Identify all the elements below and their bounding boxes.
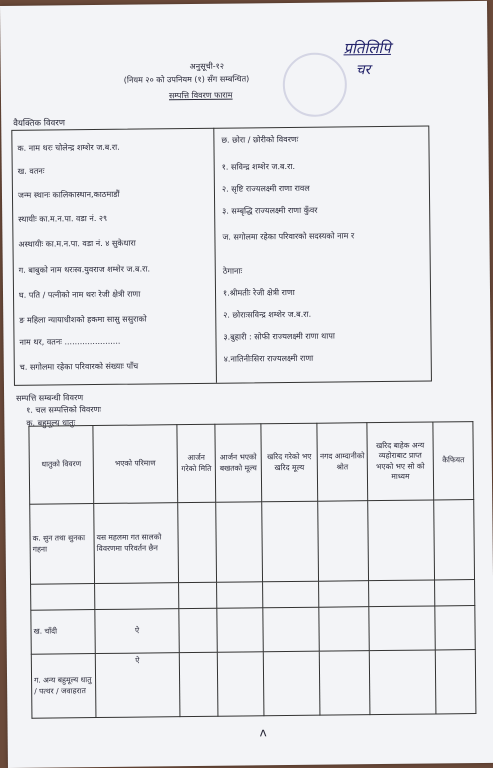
- table-row: [30, 500, 475, 585]
- child-item: १. सविन्द्र शम्शेर ज.ब.रा.: [221, 161, 296, 172]
- in-laws-field: नाम थर, वतनः ......................: [19, 336, 121, 347]
- column-header: धातुको विवरण: [29, 426, 94, 505]
- family-member-item: ३.बुहारी : सोफी राज्यलक्ष्मी राणा थापा: [223, 331, 335, 342]
- movable-property-title: १. चल सम्पत्तिको विवरणः: [26, 404, 102, 415]
- family-member-item: ४.नातिनीःसिरा राज्यलक्ष्मी राणा: [223, 353, 314, 364]
- annex-number: अनुसूची-१२: [189, 61, 225, 72]
- joint-family-label: ज. सगोलमा रहेका परिवारको सदस्यको नाम र: [222, 231, 355, 242]
- child-item: ३. सम्बृद्धि राज्यलक्ष्मी राणा कुँवर: [222, 205, 318, 216]
- official-stamp: [283, 52, 348, 117]
- column-header: आर्जन भएको बखतको मूल्य: [215, 424, 262, 502]
- column-header: आर्जन गरेको मिति: [177, 424, 216, 502]
- column-header: भएको परिमाण: [93, 425, 178, 504]
- row-item: ख. चाँदी: [31, 610, 95, 655]
- rule-reference: (नियम २० को उपनियम (१) सँग सम्बन्धित): [123, 74, 250, 85]
- handwritten-signature: चर: [355, 62, 371, 79]
- precious-metals-title: क. बहुमूल्य धातुः: [26, 418, 76, 428]
- column-header: कैफियत: [433, 422, 474, 500]
- row-quantity: ऐ: [95, 609, 179, 654]
- spouse-name-field: घ. पति / पत्नीको नाम थरः रेजी क्षेत्री राणा: [18, 289, 141, 300]
- children-label: छ. छोरा / छोरीको विवरणः: [221, 134, 299, 145]
- form-title: सम्पत्ति विवरण फाराम: [168, 90, 233, 101]
- personal-section-title: वैयक्तिक विवरण: [13, 118, 66, 129]
- family-count-field: च. सगोलमा रहेका परिवारको संख्याः पाँच: [19, 361, 139, 372]
- row-quantity: यस महलमा गत सालको विवरणमा परिवर्तन छैन: [94, 503, 179, 584]
- table-header-row: [29, 422, 474, 505]
- column-header: खरिद बाहेक अन्य व्यहोराबाट प्राप्त भएको भए सो को माध्यम: [367, 422, 434, 501]
- name-field: क. नाम थरः चोलेन्द्र शम्शेर ज.ब.रा.: [17, 142, 120, 153]
- page-mark: ᴧ: [259, 725, 267, 740]
- document-page: [0, 1, 493, 768]
- table-row: [31, 650, 476, 719]
- property-section-title: सम्पत्ति सम्बन्धी विवरण: [16, 393, 84, 403]
- permanent-address-field: स्थायीः का.म.न.पा. वडा नं. २९: [18, 213, 108, 224]
- family-member-item: १.श्रीमतीः रेजी क्षेत्री राणा: [222, 287, 295, 298]
- father-name-field: ग. बाबुको नाम थरःस्व.युवराज शम्शेर ज.ब.रा.: [18, 264, 151, 275]
- precious-metals-table: [28, 421, 476, 719]
- table-row: [31, 606, 475, 655]
- family-member-item: २. छोराःसविन्द्र शम्शेर ज.ब.रा.: [223, 309, 312, 320]
- handwritten-copy-note: प्रतिलिपि: [343, 38, 391, 58]
- row-quantity: ऐ: [95, 653, 180, 718]
- birthplace-field: जन्म स्थानः कालिकास्थान,काठमाडौं: [17, 189, 120, 200]
- child-item: २. सृष्टि राज्यलक्ष्मी राणा रावल: [221, 183, 310, 194]
- in-laws-label: ङ महिला न्यायाधीशको हकमा सासु ससुराको: [19, 314, 147, 325]
- address-label: ठेगानाः: [222, 266, 243, 276]
- column-header: नगद आम्दानीको श्रोत: [317, 423, 368, 502]
- column-header: खरिद गरेको भए खरिद मूल्य: [261, 423, 318, 502]
- row-item: ग. अन्य बहुमूल्य धातु / पत्थर / जवाहरात: [31, 654, 96, 719]
- domicile-label: ख. वतनः: [17, 166, 45, 176]
- temporary-address-field: अस्थायीः का.म.न.पा. वडा नं. ४ सुकेधारा: [18, 238, 136, 249]
- row-item: क. सुन तथा सुनका गहना: [30, 504, 95, 585]
